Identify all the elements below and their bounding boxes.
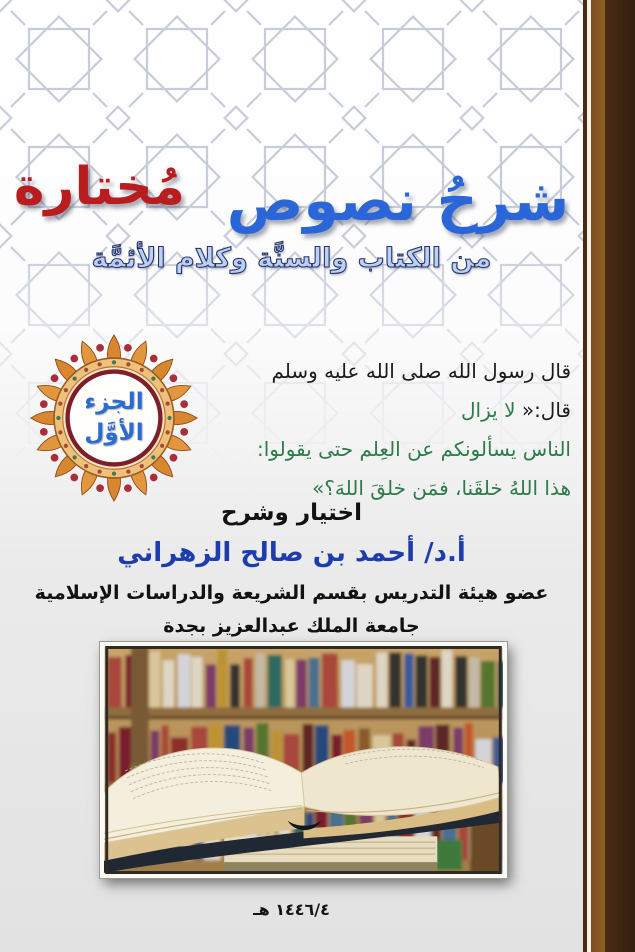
page-title [0, 157, 583, 235]
open-book-library-photo [104, 646, 503, 874]
part-badge-line2: الأوَّل [84, 420, 144, 446]
title-part-blue: شرحُ نصوص [226, 168, 570, 235]
subtitle: من الكتاب والسنَّة وكلام الأئمَّة [91, 243, 492, 274]
cover-photo-frame [100, 642, 507, 878]
credits-block [0, 500, 583, 637]
author-university: جامعة الملك عبدالعزيز بجدة [163, 615, 420, 637]
credits-role: اختيار وشرح [221, 500, 362, 526]
hijri-date: ١٤٤٦/٤ هـ [253, 900, 330, 919]
hadith-line2: الناس يسألونكم عن العِلم حتى يقولوا: [256, 437, 571, 461]
hadith-intro: قال رسول الله صلى الله عليه وسلم قال:« [271, 359, 571, 422]
hadith-quote [235, 352, 571, 508]
part-badge-line1: الجزء [84, 389, 144, 415]
sidebar-mid-stripe [591, 0, 605, 952]
hadith-quote-start: لا يزال [461, 398, 516, 422]
hadith-line3: هذا اللهُ خلقَنا، فمَن خلقَ اللهَ؟» [312, 476, 571, 500]
author-membership: عضو هيئة التدريس بقسم الشريعة والدراسات الإسلامية [34, 582, 549, 604]
part-one-medallion [27, 331, 201, 505]
part-badge-label [27, 331, 201, 505]
author-name: أ.د/ أحمد بن صالح الزهراني [117, 538, 466, 568]
right-border-band [583, 0, 635, 952]
title-part-red: مُختارة [13, 157, 185, 218]
hadith-line1 [235, 352, 571, 430]
sidebar-dark-stripe [605, 0, 635, 952]
